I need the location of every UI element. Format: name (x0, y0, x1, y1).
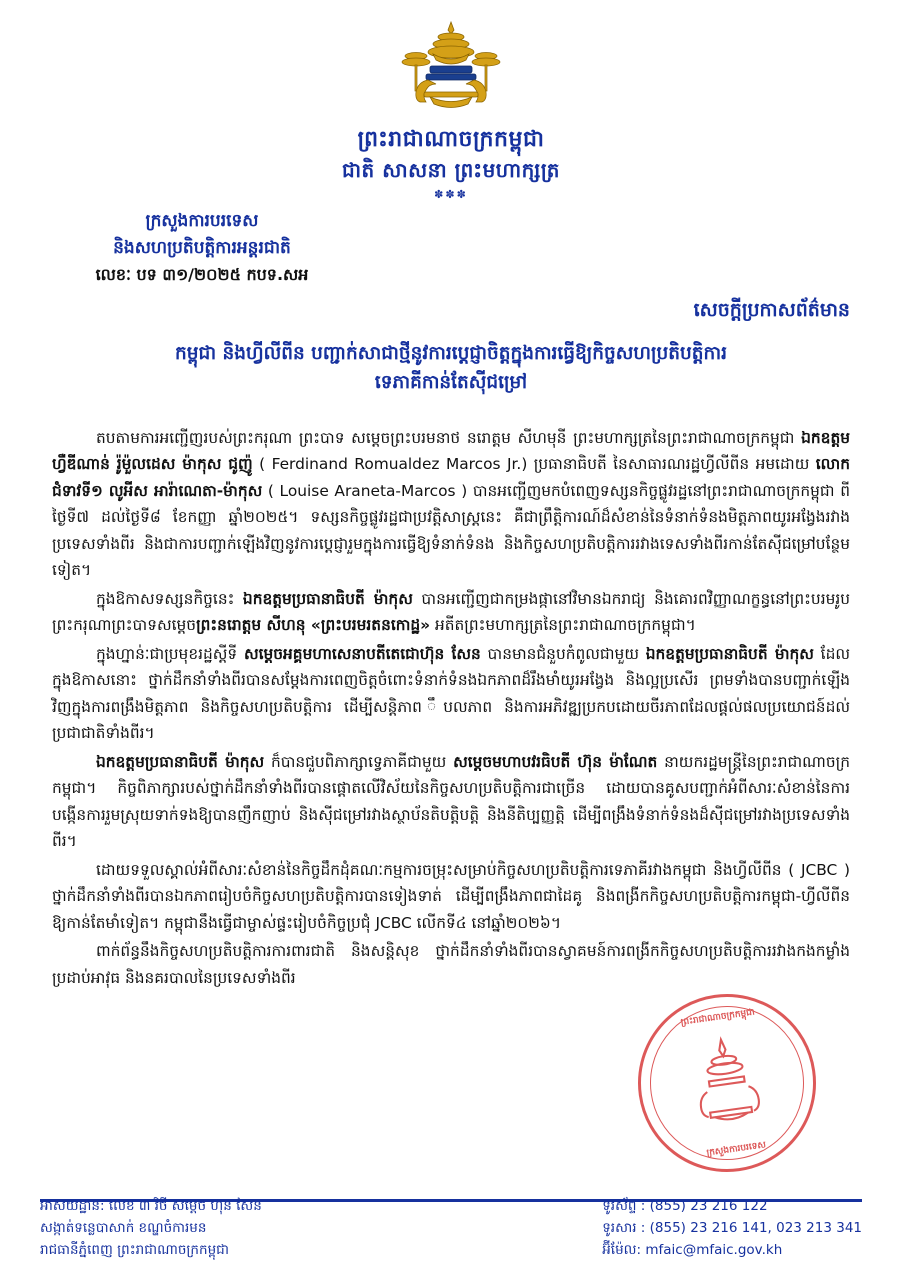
seal-outer-ring (626, 982, 827, 1183)
divider-dingbat: ✽✽✽ (434, 187, 468, 201)
kingdom-line-2: ជាតិ សាសនា ព្រះមហាក្សត្រ (342, 157, 560, 182)
footer (40, 1196, 862, 1262)
official-seal-icon (626, 982, 827, 1183)
footer-contacts (602, 1196, 862, 1262)
body-paragraph: ពាក់ព័ន្ធនឹងកិច្ចសហប្រតិបត្តិការការពារជាតិ និងសន្តិសុខ ថ្នាក់ដឹកនាំទាំងពីរបានស្វាគមន៍ការពង្រីកកិច្ចសហប្រតិបត្តិការរវាងកងកម្លាំងប្រដាប់អាវុធ និងនគរបាលនៃប្រទេសទាំងពីរ (52, 942, 850, 987)
footer-telephone (602, 1196, 862, 1218)
ministry-block (52, 208, 352, 288)
seal-emblem (665, 1021, 789, 1145)
page-title (52, 340, 850, 397)
body-paragraph: ក្នុងហ្នាន់ៈជាប្រមុខរដ្ឋស្ដីទី សម្ដេចអគ្គមហាសេនាបតីតេជោហ៊ុន សែន បានមានជំនួបកំពូលជាមួយ ឯកឧត្តមប្រធានាធិបតី ម៉ាកុស ដែលក្នុងឱកាសនោះ ថ្នាក់ដឹកនាំទាំងពីរបានសម្ដែងការពេញចិត្តចំពោះទំនាក់ទំនងឯកភាពដ៏រឹងមាំយូរអង្វែង និងល្អប្រសើរ ព្រមទាំងបានបញ្ជាក់ឡើងវិញក្នុងការពង្រឹងមិត្តភាព និងកិច្ចសហប្រតិបត្តិការ ដើម្បីសន្តិភាព ឹបលភាព និងការអភិវឌ្ឍប្រកបដោយចីរភាពដែលផ្ដល់ផលប្រយោជន៍ដល់ប្រជាជាតិទាំងពីរ។ (52, 644, 850, 743)
address-line-2: សង្កាត់ទន្លេបាសាក់ ខណ្ឌចំការមន (40, 1220, 207, 1237)
email-value[interactable]: mfaic@mfaic.gov.kh (645, 1242, 783, 1259)
press-release-label: សេចក្ដីប្រកាសព័ត៌មាន (693, 299, 850, 321)
fax-label: ទូរសារ : (602, 1220, 646, 1237)
telephone-label: ទូរស័ព្ទ : (602, 1198, 646, 1215)
footer-fax (602, 1218, 862, 1240)
seal-top-text: ព្រះរាជាណាចក្រកម្ពុជា (680, 1007, 756, 1028)
body-paragraph: ក្នុងឱកាសទស្សនកិច្ចនេះ ឯកឧត្តមប្រធានាធិបតី ម៉ាកុស បានអញ្ជើញជាកម្រងផ្កានៅវិមានឯករាជ្យ និងគោរពវិញ្ញាណក្ខន្ធនៅព្រះបរមរូបព្រះករុណាព្រះបាទសម្ដេចព្រះនរោត្តម សីហនុ «ព្រះបរមរតនកោដ្ឋ» អតីតព្រះមហាក្សត្រនៃព្រះរាជាណាចក្រកម្ពុជា។ (52, 589, 850, 635)
seal-bottom-text: ក្រសួងការបរទេស (706, 1140, 767, 1159)
body-paragraph: ដោយទទួលស្គាល់អំពីសារៈសំខាន់នៃកិច្ចដឹកដុំគណៈកម្មការចម្រុះសម្រាប់កិច្ចសហប្រតិបត្តិការទេភាគីរវាងកម្ពុជា និងហ្វីលីពីន ( JCBC ) ថ្នាក់ដឹកនាំទាំងពីរបានឯកភាពរៀបចំកិច្ចសហប្រតិបត្តិការបានទៀងទាត់ ដើម្បីពង្រឹងភាពជាដៃគូ និងពង្រីកកិច្ចសហប្រតិបត្តិការកម្ពុជា-ហ្វីលីពីន ឱ្យកាន់តែមាំទៀត។ កម្ពុជានឹងធ្វើជាម្ចាស់ផ្ទះរៀបចំកិច្ចប្រជុំ JCBC លើកទី៤ នៅឆ្នាំ២០២៦។ (52, 860, 850, 932)
kingdom-heading (0, 124, 902, 203)
address-line-1: អាសយដ្ឋាន: លេខ ៣ វិថី សម្ដេច ហ៊ុន សែន (40, 1198, 262, 1215)
document-reference-number: លេខៈ បទ ៣១/២០២៥ កបទ.សអ (95, 265, 309, 285)
email-label: អ៊ីម៉ែល: (602, 1242, 642, 1259)
emblem-container (0, 0, 902, 114)
title-line-2: ទេភាគីកាន់តែស៊ីជម្រៅ (374, 371, 528, 393)
fax-value: (855) 23 216 141, 023 213 341 (649, 1220, 862, 1237)
kingdom-line-1: ព្រះរាជាណាចក្រកម្ពុជា (357, 127, 545, 152)
body-paragraph: ឯកឧត្តមប្រធានាធិបតី ម៉ាកុស ក៏បានជួបពិភាក្សាទ្វេភាគីជាមួយ សម្ដេចមហាបវរធិបតី ហ៊ុន ម៉ាណែត នាយករដ្ឋមន្ត្រីនៃព្រះរាជាណាចក្រកម្ពុជា។ កិច្ចពិភាក្សារបស់ថ្នាក់ដឹកនាំទាំងពីរបានផ្ដោតលើវិស័យនៃកិច្ចសហប្រតិបត្តិការជាច្រើន ដោយបានគូសបញ្ជាក់អំពីសារៈសំខាន់នៃការបង្កើនការរួមស្រុយទាក់ទងឱ្យបានញឹកញាប់ និងស៊ីជម្រៅរវាងស្ថាប័នតិបត្តិបត្តិ និងនីតិប្បញ្ញត្តិ ដើម្បីពង្រឹងទំនាក់ទំនងដ៏ស៊ីជម្រៅរវាងប្រទេសទាំងពីរ។ (52, 752, 850, 851)
footer-email (602, 1240, 862, 1262)
title-line-1: កម្ពុជា និងហ្វីលីពីន បញ្ជាក់សាជាថ្មីនូវការប្ដេជ្ញាចិត្តក្នុងការធ្វើឱ្យកិច្ចសហប្រតិបត្តិការ (175, 343, 727, 364)
footer-address (40, 1196, 262, 1262)
body-paragraph: តបតាមការអញ្ជើញរបស់ព្រះករុណា ព្រះបាទ សម្ដេចព្រះបរមនាថ នរោត្តម សីហមុនី ព្រះមហាក្សត្រនៃព្រះរាជាណាចក្រកម្ពុជា ឯកឧត្តម ហ្វឺឌីណាន់ រ៉ូម៉ួលដេស ម៉ាកុស ជូញ៉ូ ( Ferdinand Romualdez Marcos Jr.) ប្រធានាធិបតី នៃសាធារណរដ្ឋហ្វីលីពីន អមដោយ លោកជំទាវទី១ លូអីស អារ៉ាណេតា-ម៉ាកុស ( Louise Araneta-Marcos ) បានអញ្ជើញមកបំពេញទស្សនកិច្ចផ្លូវរដ្ឋនៅព្រះរាជាណាចក្រកម្ពុជា ពីថ្ងៃទី៧ ដល់ថ្ងៃទី៨ ខែកញ្ញា ឆ្នាំ២០២៥។ ទស្សនកិច្ចផ្លូវរដ្ឋជាប្រវត្តិសាស្ត្រនេះ គឺជាព្រឹត្តិការណ៍ដ៏សំខាន់នៃទំនាក់ទំនងមិត្តភាពយូរអង្វែងរវាងប្រទេសទាំងពីរ និងជាការបញ្ជាក់ឡើងវិញនូវការប្ដេជ្ញារួមក្នុងការធ្វើឱ្យទំនាក់ទំនង និងកិច្ចសហប្រតិបត្តិការរវាងទេសទាំងពីរកាន់តែស៊ីជម្រៅបន្ថែមទៀត។ (52, 429, 850, 580)
document-body (52, 425, 850, 993)
seal-inner-ring (640, 996, 814, 1170)
ministry-line-1: ក្រសួងការបរទេស (145, 211, 259, 231)
ministry-line-2: និងសហប្រតិបត្តិការអន្តរជាតិ (113, 238, 291, 259)
royal-arms-icon (386, 18, 516, 114)
telephone-value: (855) 23 216 122 (649, 1198, 768, 1215)
address-line-3: រាជធានីភ្នំពេញ ព្រះរាជាណាចក្រកម្ពុជា (40, 1242, 229, 1259)
